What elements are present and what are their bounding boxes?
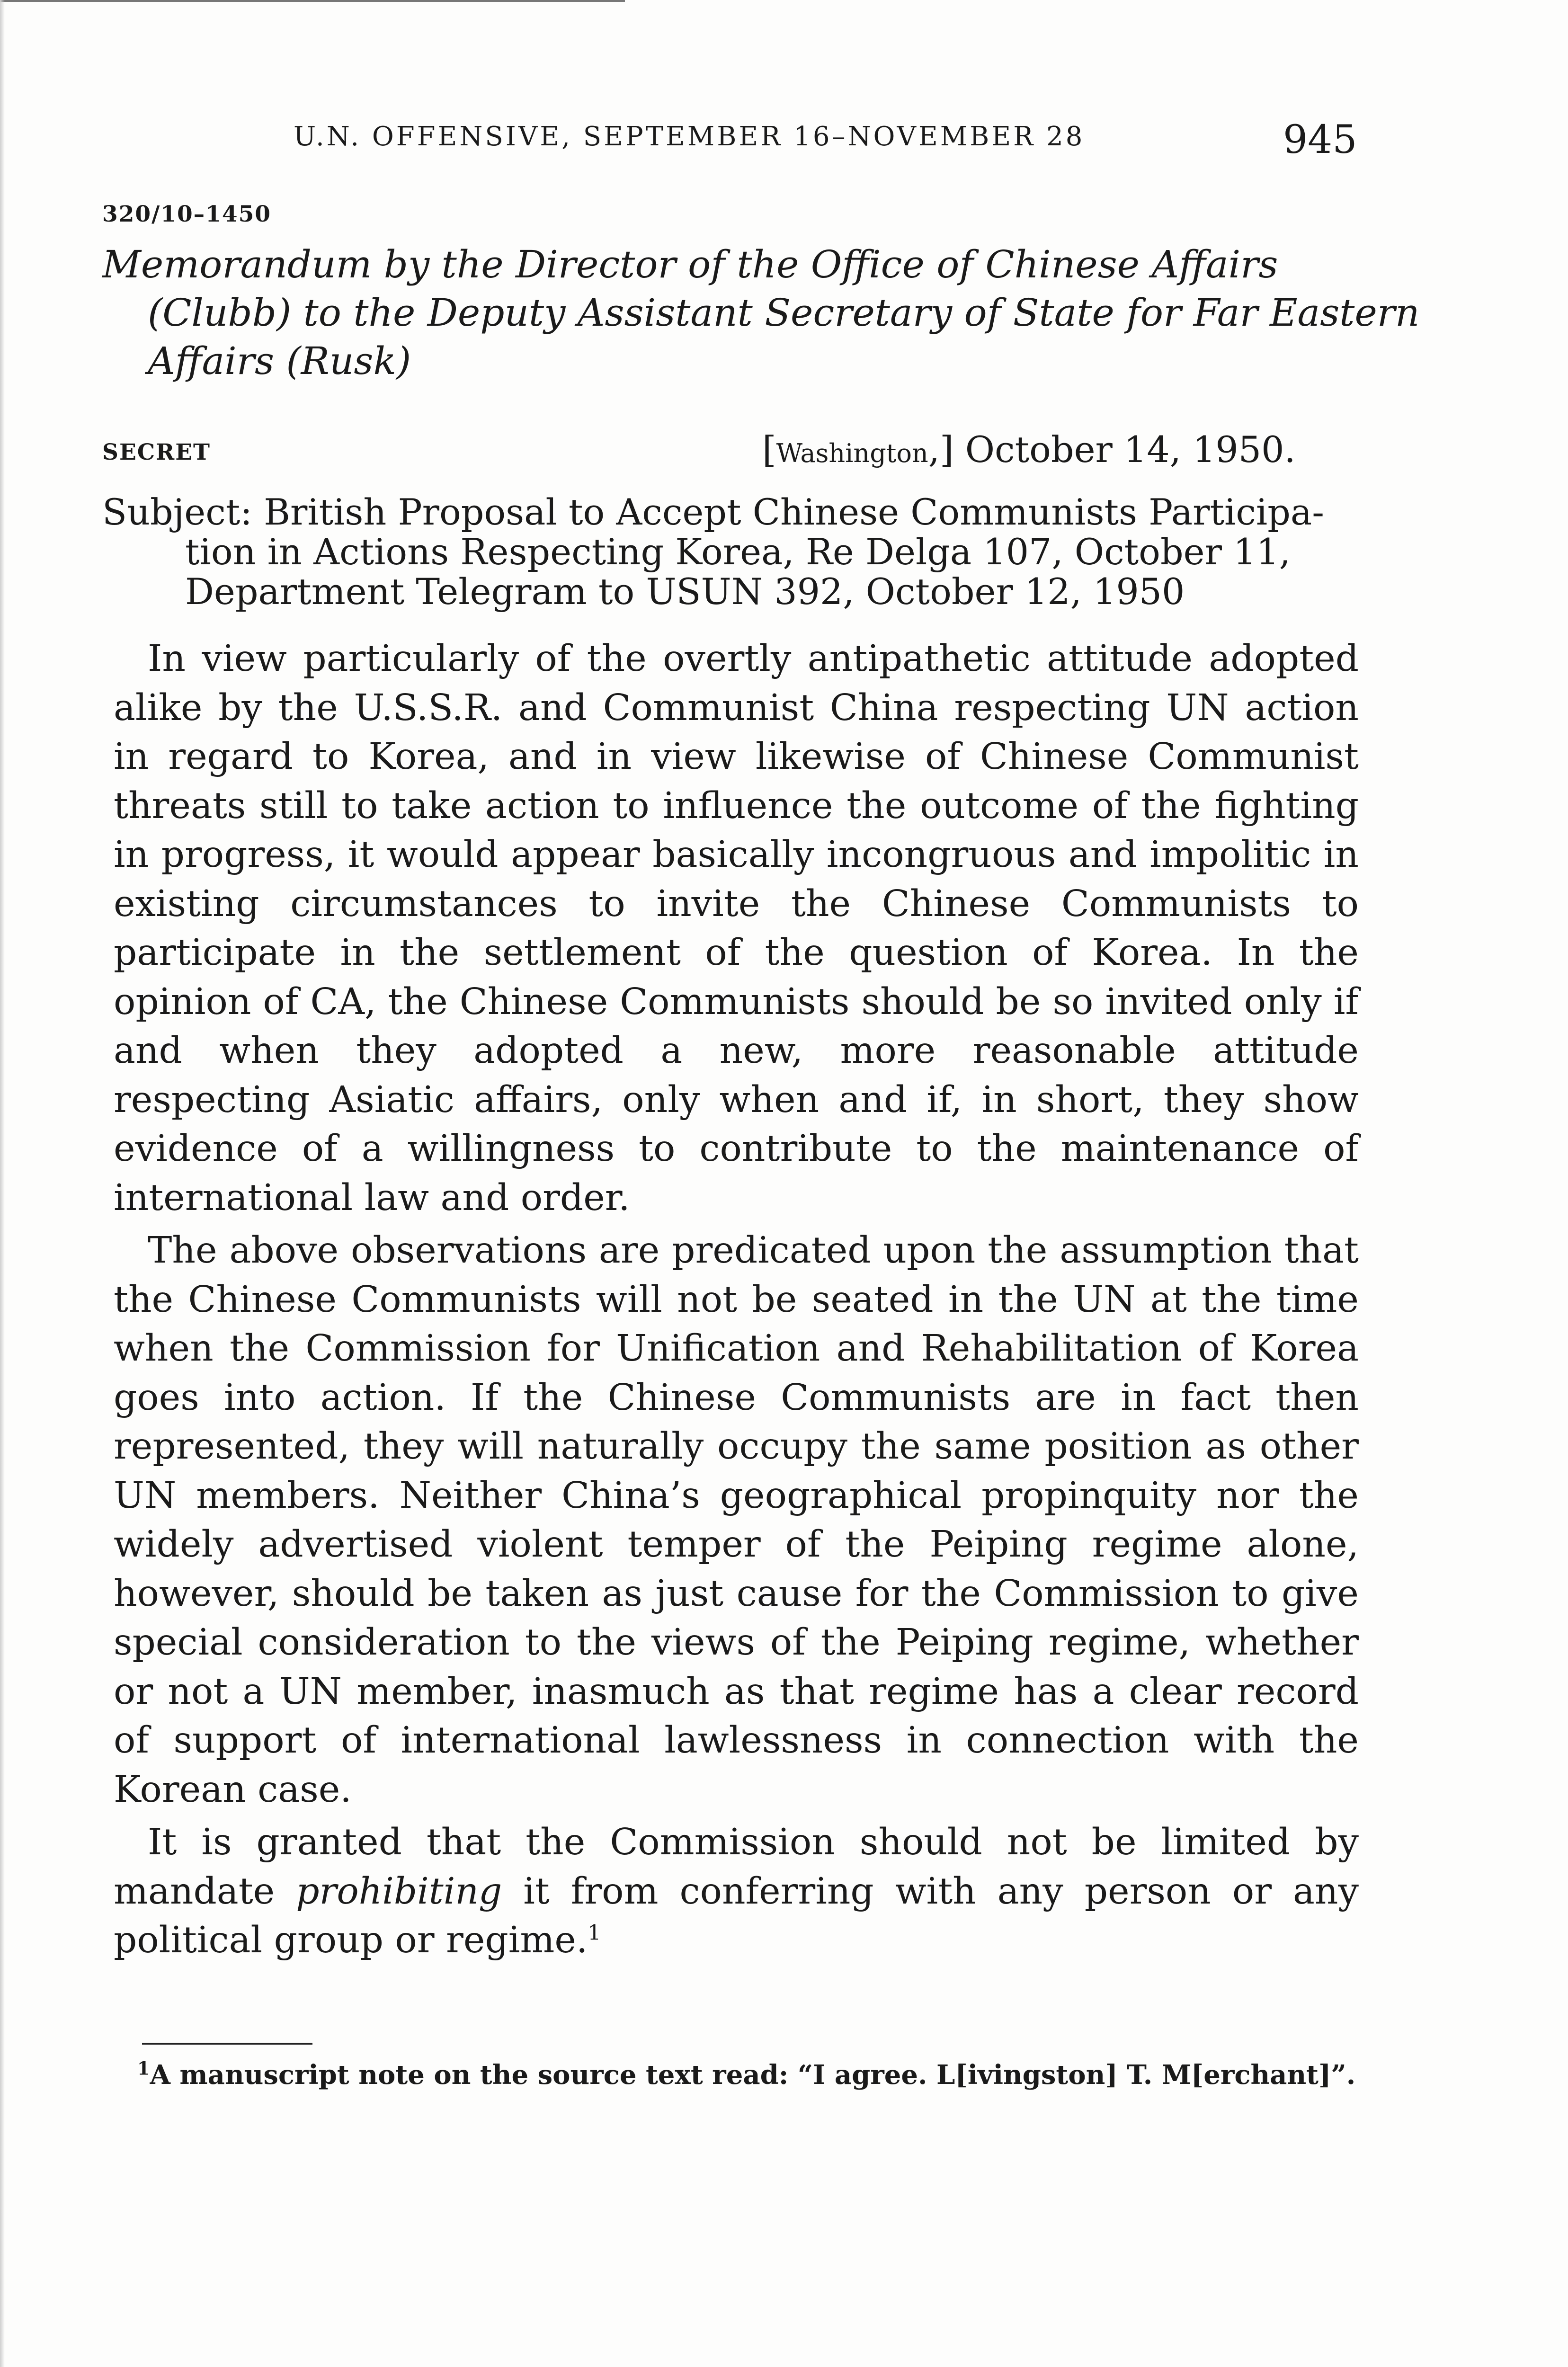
scan-edge-shadow (0, 0, 5, 2367)
subject-label: Subject: (102, 491, 252, 533)
dateline-bracket-open: [ (762, 428, 776, 471)
footnote-reference: 1 (588, 1921, 601, 1945)
paragraph-3-end: it from conferring with any person or any political group or regime. (114, 1870, 1359, 1961)
subject-line-2: tion in Actions Respecting Korea, Re Delga 107, October 11, (185, 531, 1291, 573)
paragraph-3-start: It is granted that the Commission should not be limited by mandate (114, 1821, 1359, 1913)
subject-line-3: Department Telegram to USUN 392, October 12, 1950 (185, 570, 1185, 613)
dateline-date: October 14, 1950. (965, 428, 1296, 471)
running-head (294, 117, 1373, 162)
paragraph-3-emphasis: prohibiting (296, 1870, 502, 1913)
subject-block (102, 492, 1390, 612)
dateline (762, 428, 1296, 471)
scan-edge-rule (0, 0, 625, 2)
dateline-bracket-close: ,] (928, 428, 954, 471)
subject-line-1 (102, 492, 1390, 532)
footnote-marker: 1 (137, 2057, 150, 2079)
paragraph-3 (114, 1818, 1359, 1965)
page-number: 945 (1283, 117, 1357, 162)
dateline-place: Washington (776, 438, 928, 468)
file-number: 320/10–1450 (102, 201, 271, 227)
document-heading: Memorandum by the Director of the Office of Chinese Affairs (Clubb) to the Deputy Assistant Secretary of State for Far Eastern Affairs (Rusk) (102, 242, 1420, 383)
footnote (118, 2057, 1373, 2093)
paragraph-2: The above observations are predicated upon the assumption that the Chinese Communists will not be seated in the UN at the time when the Commission for Unification and Rehabilitation of Korea goes into action. If the Chinese Communists are in fact then represented, they will naturally occupy the same position as other UN members. Neither China’s geographical propinquity nor the widely advertised violent temper of the Peiping regime alone, however, should be taken as just cause for the Commission to give special consideration to the views of the Peiping regime, whether or not a UN member, inasmuch as that regime has a clear record of support of international lawlessness in connection with the Korean case. (114, 1229, 1359, 1811)
footnote-divider (142, 2043, 312, 2045)
classification-label: SECRET (102, 439, 211, 465)
subject-text-1: British Proposal to Accept Chinese Communists Participa- (264, 491, 1324, 533)
running-head-title: U.N. OFFENSIVE, SEPTEMBER 16–NOVEMBER 28 (294, 121, 1085, 152)
memo-body (114, 634, 1359, 1969)
footnote-text: A manuscript note on the source text read: “I agree. L[ivingston] T. M[erchant]”. (150, 2059, 1356, 2091)
paragraph-1: In view particularly of the overtly antipathetic attitude adopted alike by the U.S.S.R. and Communist China respecting UN action in regard to Korea, and in view likewise of Chinese Communist threats still to take action to influence the outcome of the fighting in progress, it would appear basically incongruous and impolitic in existing circumstances to invite the Chinese Communists to participate in the settlement of the question of Korea. In the opinion of CA, the Chinese Communists should be so invited only if and when they adopted a new, more reasonable attitude respecting Asiatic affairs, only when and if, in short, they show evidence of a willingness to contribute to the maintenance of international law and order. (114, 638, 1359, 1219)
